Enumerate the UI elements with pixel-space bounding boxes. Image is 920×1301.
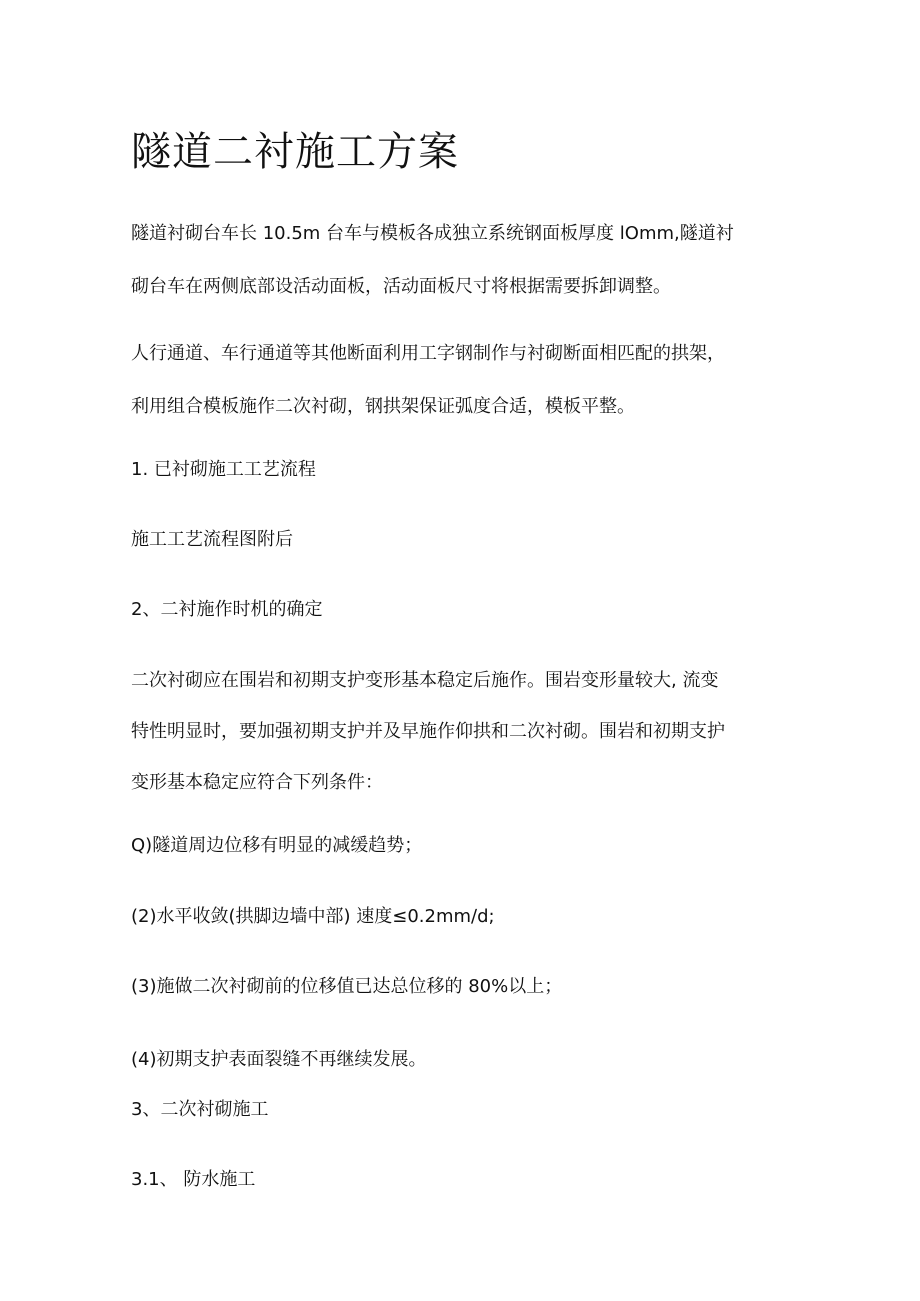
list-item-condition-2: (2)水平收敛(拱脚边墙中部) 速度≤0.2mm∕d; bbox=[131, 906, 495, 927]
paragraph-flowchart-note: 施工工艺流程图附后 bbox=[131, 529, 293, 550]
paragraph-line: 砌台车在两侧底部设活动面板，活动面板尺寸将根据需要拆卸调整。 bbox=[131, 276, 671, 297]
document-title: 隧道二衬施工方案 bbox=[131, 129, 459, 175]
section-heading-1: 1. 已衬砌施工工艺流程 bbox=[131, 459, 316, 480]
paragraph-line: 利用组合模板施作二次衬砌，钢拱架保证弧度合适，模板平整。 bbox=[131, 396, 635, 417]
section-heading-3: 3、二次衬砌施工 bbox=[131, 1099, 269, 1120]
list-item-condition-4: (4)初期支护表面裂缝不再继续发展。 bbox=[131, 1049, 427, 1070]
paragraph-line: 人行通道、车行通道等其他断面利用工字钢制作与衬砌断面相匹配的拱架， bbox=[131, 343, 725, 364]
paragraph-line: 特性明显时，要加强初期支护并及早施作仰拱和二次衬砌。围岩和初期支护 bbox=[131, 721, 725, 742]
list-item-condition-3: (3)施做二次衬砌前的位移值已达总位移的 80%以上； bbox=[131, 976, 563, 997]
paragraph-line: 隧道衬砌台车长 10.5m 台车与模板各成独立系统钢面板厚度 lOmm,隧道衬 bbox=[131, 223, 734, 244]
paragraph-timing-conditions bbox=[131, 666, 791, 798]
paragraph-line: 变形基本稳定应符合下列条件： bbox=[131, 772, 383, 793]
paragraph-line: 二次衬砌应在围岩和初期支护变形基本稳定后施作。围岩变形量较大, 流变 bbox=[131, 670, 719, 691]
paragraph-trolley-description bbox=[131, 219, 791, 302]
paragraph-passage-arches bbox=[131, 339, 791, 422]
list-item-condition-1: Q)隧道周边位移有明显的减缓趋势； bbox=[131, 835, 423, 856]
section-heading-3-1: 3.1、 防水施工 bbox=[131, 1169, 256, 1190]
section-heading-2: 2、二衬施作时机的确定 bbox=[131, 599, 323, 620]
